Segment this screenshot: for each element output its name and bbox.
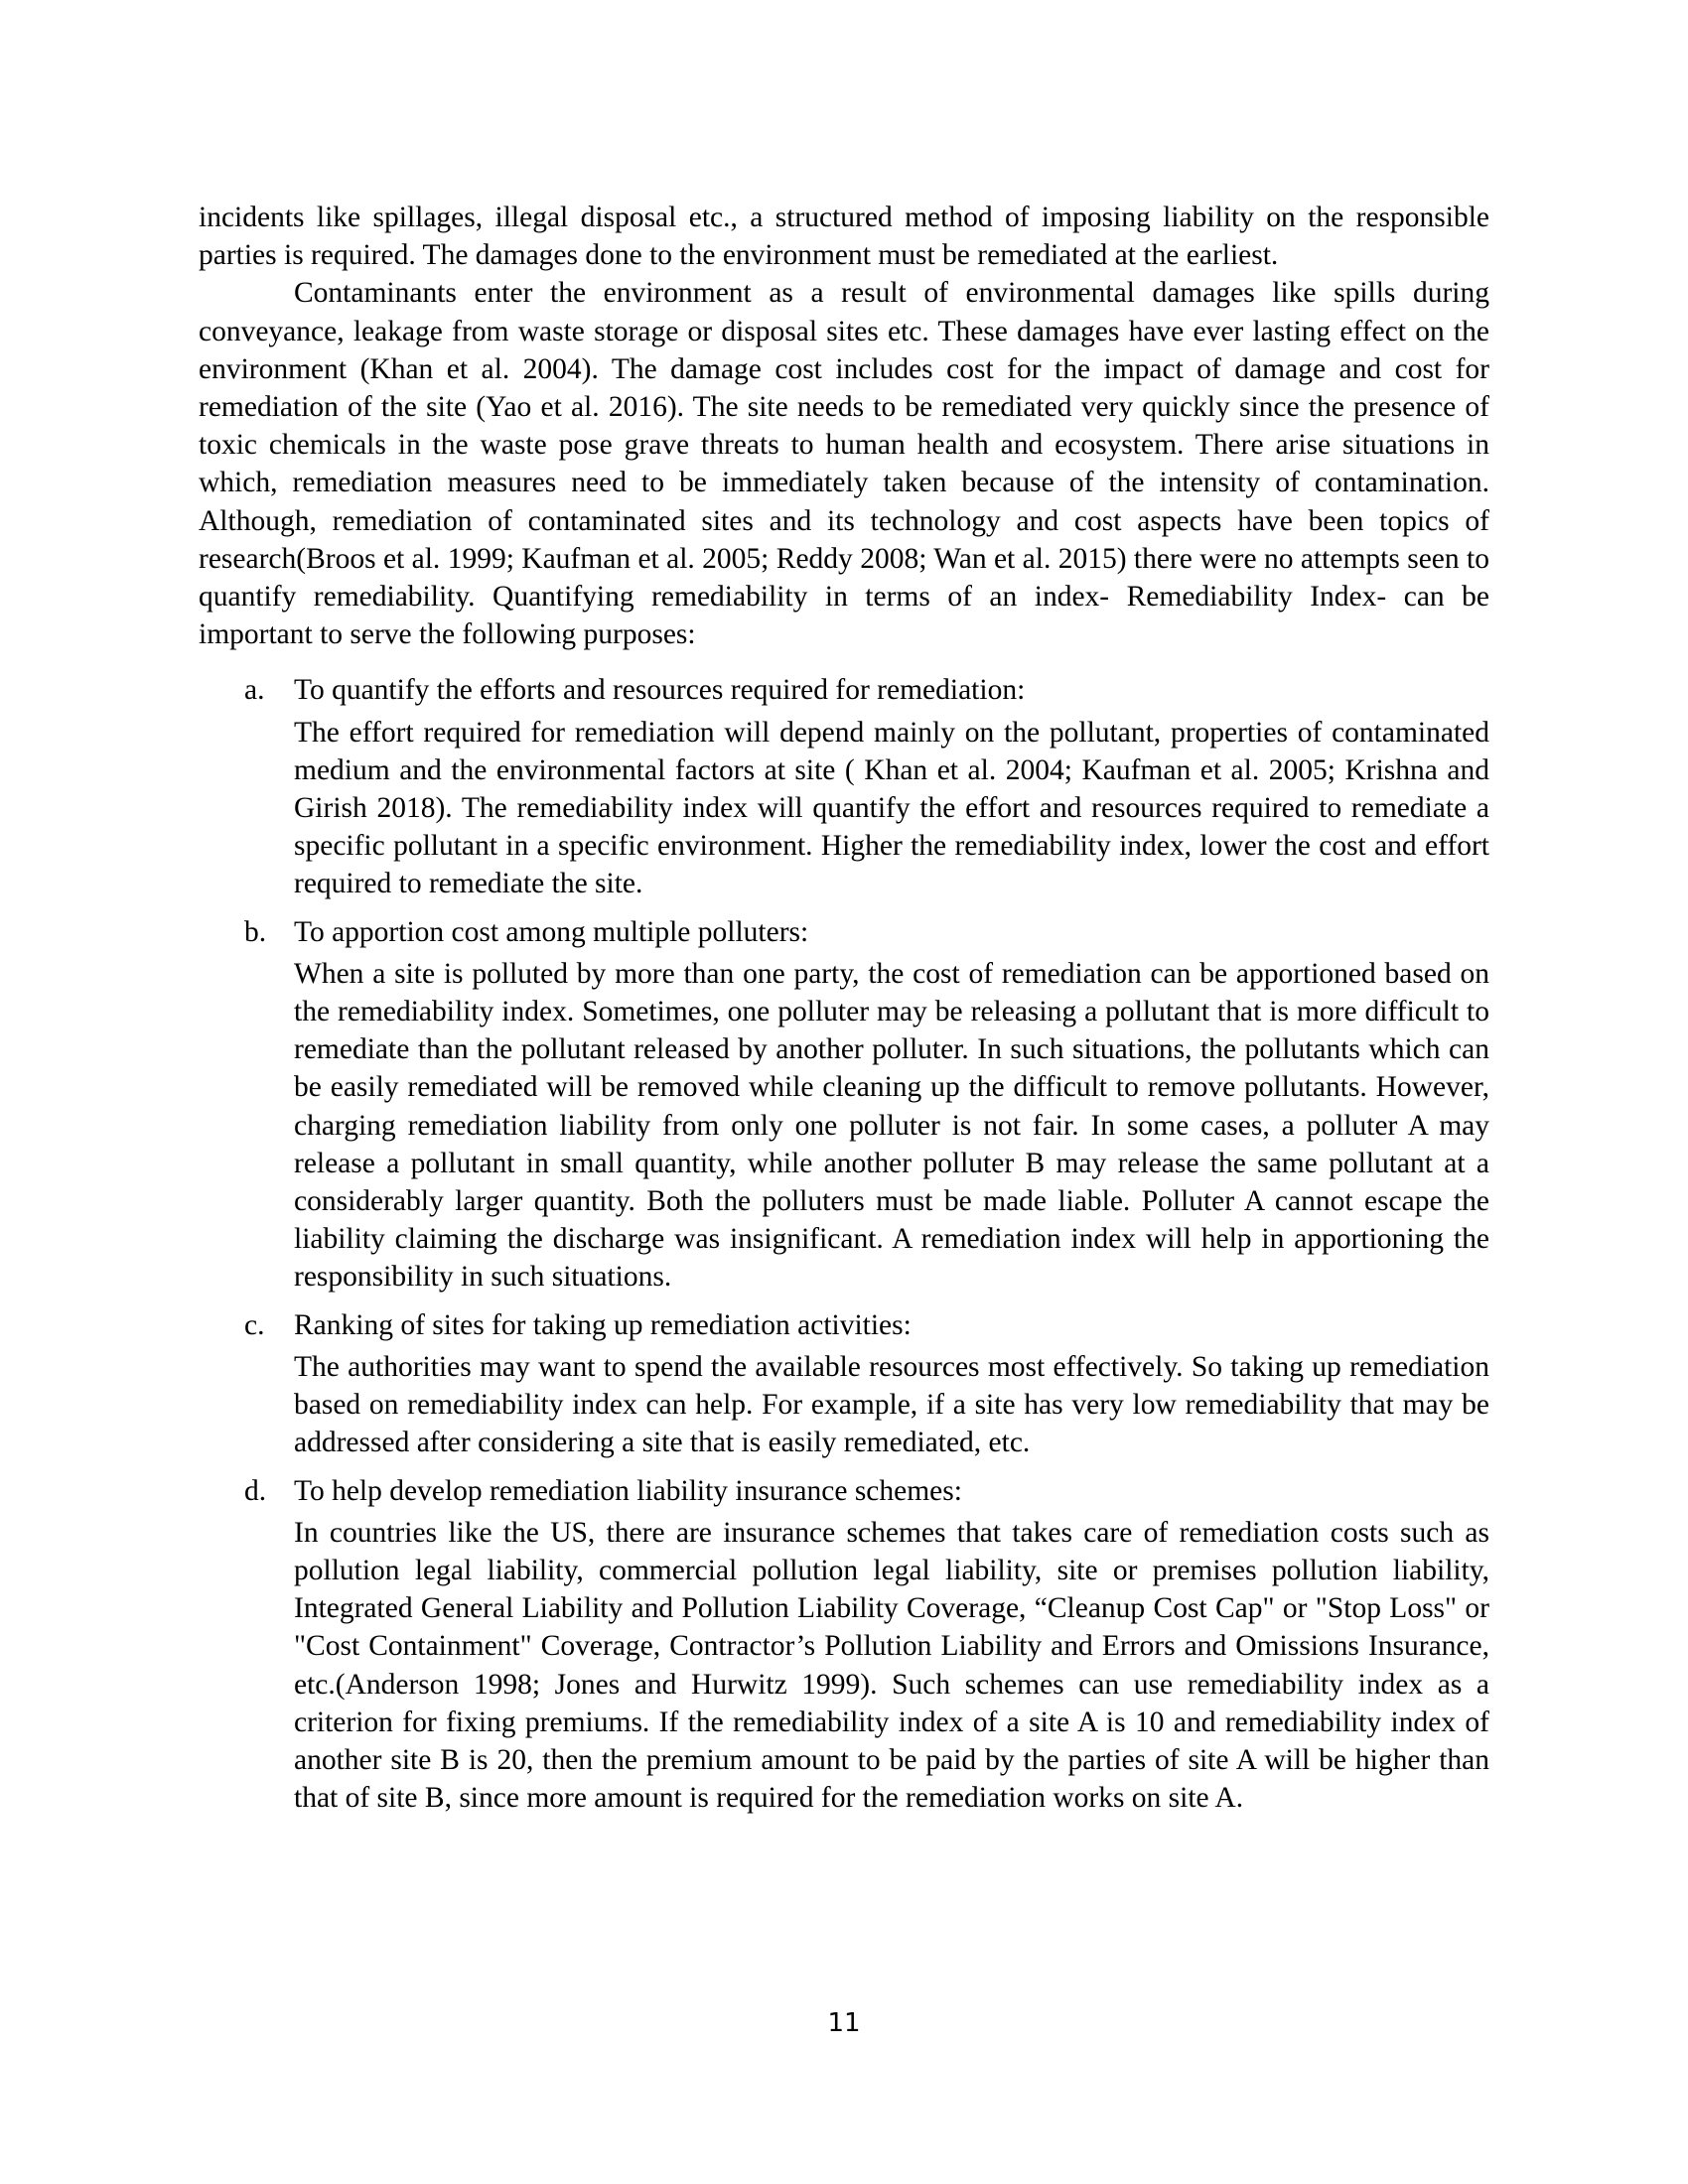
list-marker: b. <box>244 915 267 948</box>
list-item-body: The effort required for remediation will depend mainly on the pollutant, properties of contaminated medium and the environmental factors at site ( Khan et al. 2004; Kaufman et al. 2005; Krishna and Girish 2018). The remediability index will quantify the effort and resources required to remediate a specific pollutant in a specific environment. Higher the remediability index, lower the cost and effort required to remediate the site. <box>294 716 1489 900</box>
list-item-heading: Ranking of sites for taking up remediation activities: <box>294 1308 912 1341</box>
document-page <box>199 199 1489 1817</box>
list-item-body: The authorities may want to spend the available resources most effectively. So taking up remediation based on remediability index can help. For example, if a site has very low remediability that may be addressed after considering a site that is easily remediated, etc. <box>294 1350 1489 1459</box>
list-item-body: In countries like the US, there are insurance schemes that takes care of remediation costs such as pollution legal liability, commercial pollution legal liability, site or premises pollution liability, Integrated General Liability and Pollution Liability Coverage, “Cleanup Cost Cap" or "Stop Loss" or "Cost Containment" Coverage, Contractor’s Pollution Liability and Errors and Omissions Insurance, etc.(Anderson 1998; Jones and Hurwitz 1999). Such schemes can use remediability index as a criterion for fixing premiums. If the remediability index of a site A is 10 and remediability index of another site B is 20, then the premium amount to be paid by the parties of site A will be higher than that of site B, since more amount is required for the remediation works on site A. <box>294 1516 1489 1815</box>
paragraph-contaminants: Contaminants enter the environment as a result of environmental damages like spills during conveyance, leakage from waste storage or disposal sites etc. These damages have ever lasting effect on the environment (Khan et al. 2004). The damage cost includes cost for the impact of damage and cost for remediation of the site (Yao et al. 2016). The site needs to be remediated very quickly since the presence of toxic chemicals in the waste pose grave threats to human health and ecosystem. There arise situations in which, remediation measures need to be immediately taken because of the intensity of contamination. Although, remediation of contaminated sites and its technology and cost aspects have been topics of research(Broos et al. 1999; Kaufman et al. 2005; Reddy 2008; Wan et al. 2015) there were no attempts seen to quantify remediability. Quantifying remediability in terms of an index- Remediability Index- can be important to serve the following purposes: <box>199 277 1489 651</box>
list-item-body: When a site is polluted by more than one party, the cost of remediation can be apportioned based on the remediability index. Sometimes, one polluter may be releasing a pollutant that is more difficult to remediate than the pollutant released by another polluter. In such situations, the pollutants which can be easily remediated will be removed while cleaning up the difficult to remove pollutants. However, charging remediation liability from only one polluter is not fair. In some cases, a polluter A may release a pollutant in small quantity, while another polluter B may release the same pollutant at a considerably larger quantity. Both the polluters must be made liable. Polluter A cannot escape the liability claiming the discharge was insignificant. A remediation index will help in apportioning the responsibility in such situations. <box>294 957 1489 1294</box>
list-item-heading: To quantify the efforts and resources required for remediation: <box>294 674 1026 707</box>
list-item-b <box>199 913 1489 1297</box>
paragraph-intro-continuation: incidents like spillages, illegal disposal etc., a structured method of imposing liability on the responsible parties is required. The damages done to the environment must be remediated at the earliest. <box>199 202 1489 272</box>
list-marker: a. <box>244 674 265 707</box>
list-item-heading: To help develop remediation liability insurance schemes: <box>294 1474 962 1507</box>
list-item-d <box>199 1472 1489 1818</box>
list-item-heading: To apportion cost among multiple polluters: <box>294 915 809 948</box>
list-marker: d. <box>244 1474 267 1507</box>
list-item-a <box>199 671 1489 902</box>
page-number: 11 <box>827 2008 861 2038</box>
list-item-c <box>199 1306 1489 1462</box>
list-marker: c. <box>244 1308 265 1341</box>
